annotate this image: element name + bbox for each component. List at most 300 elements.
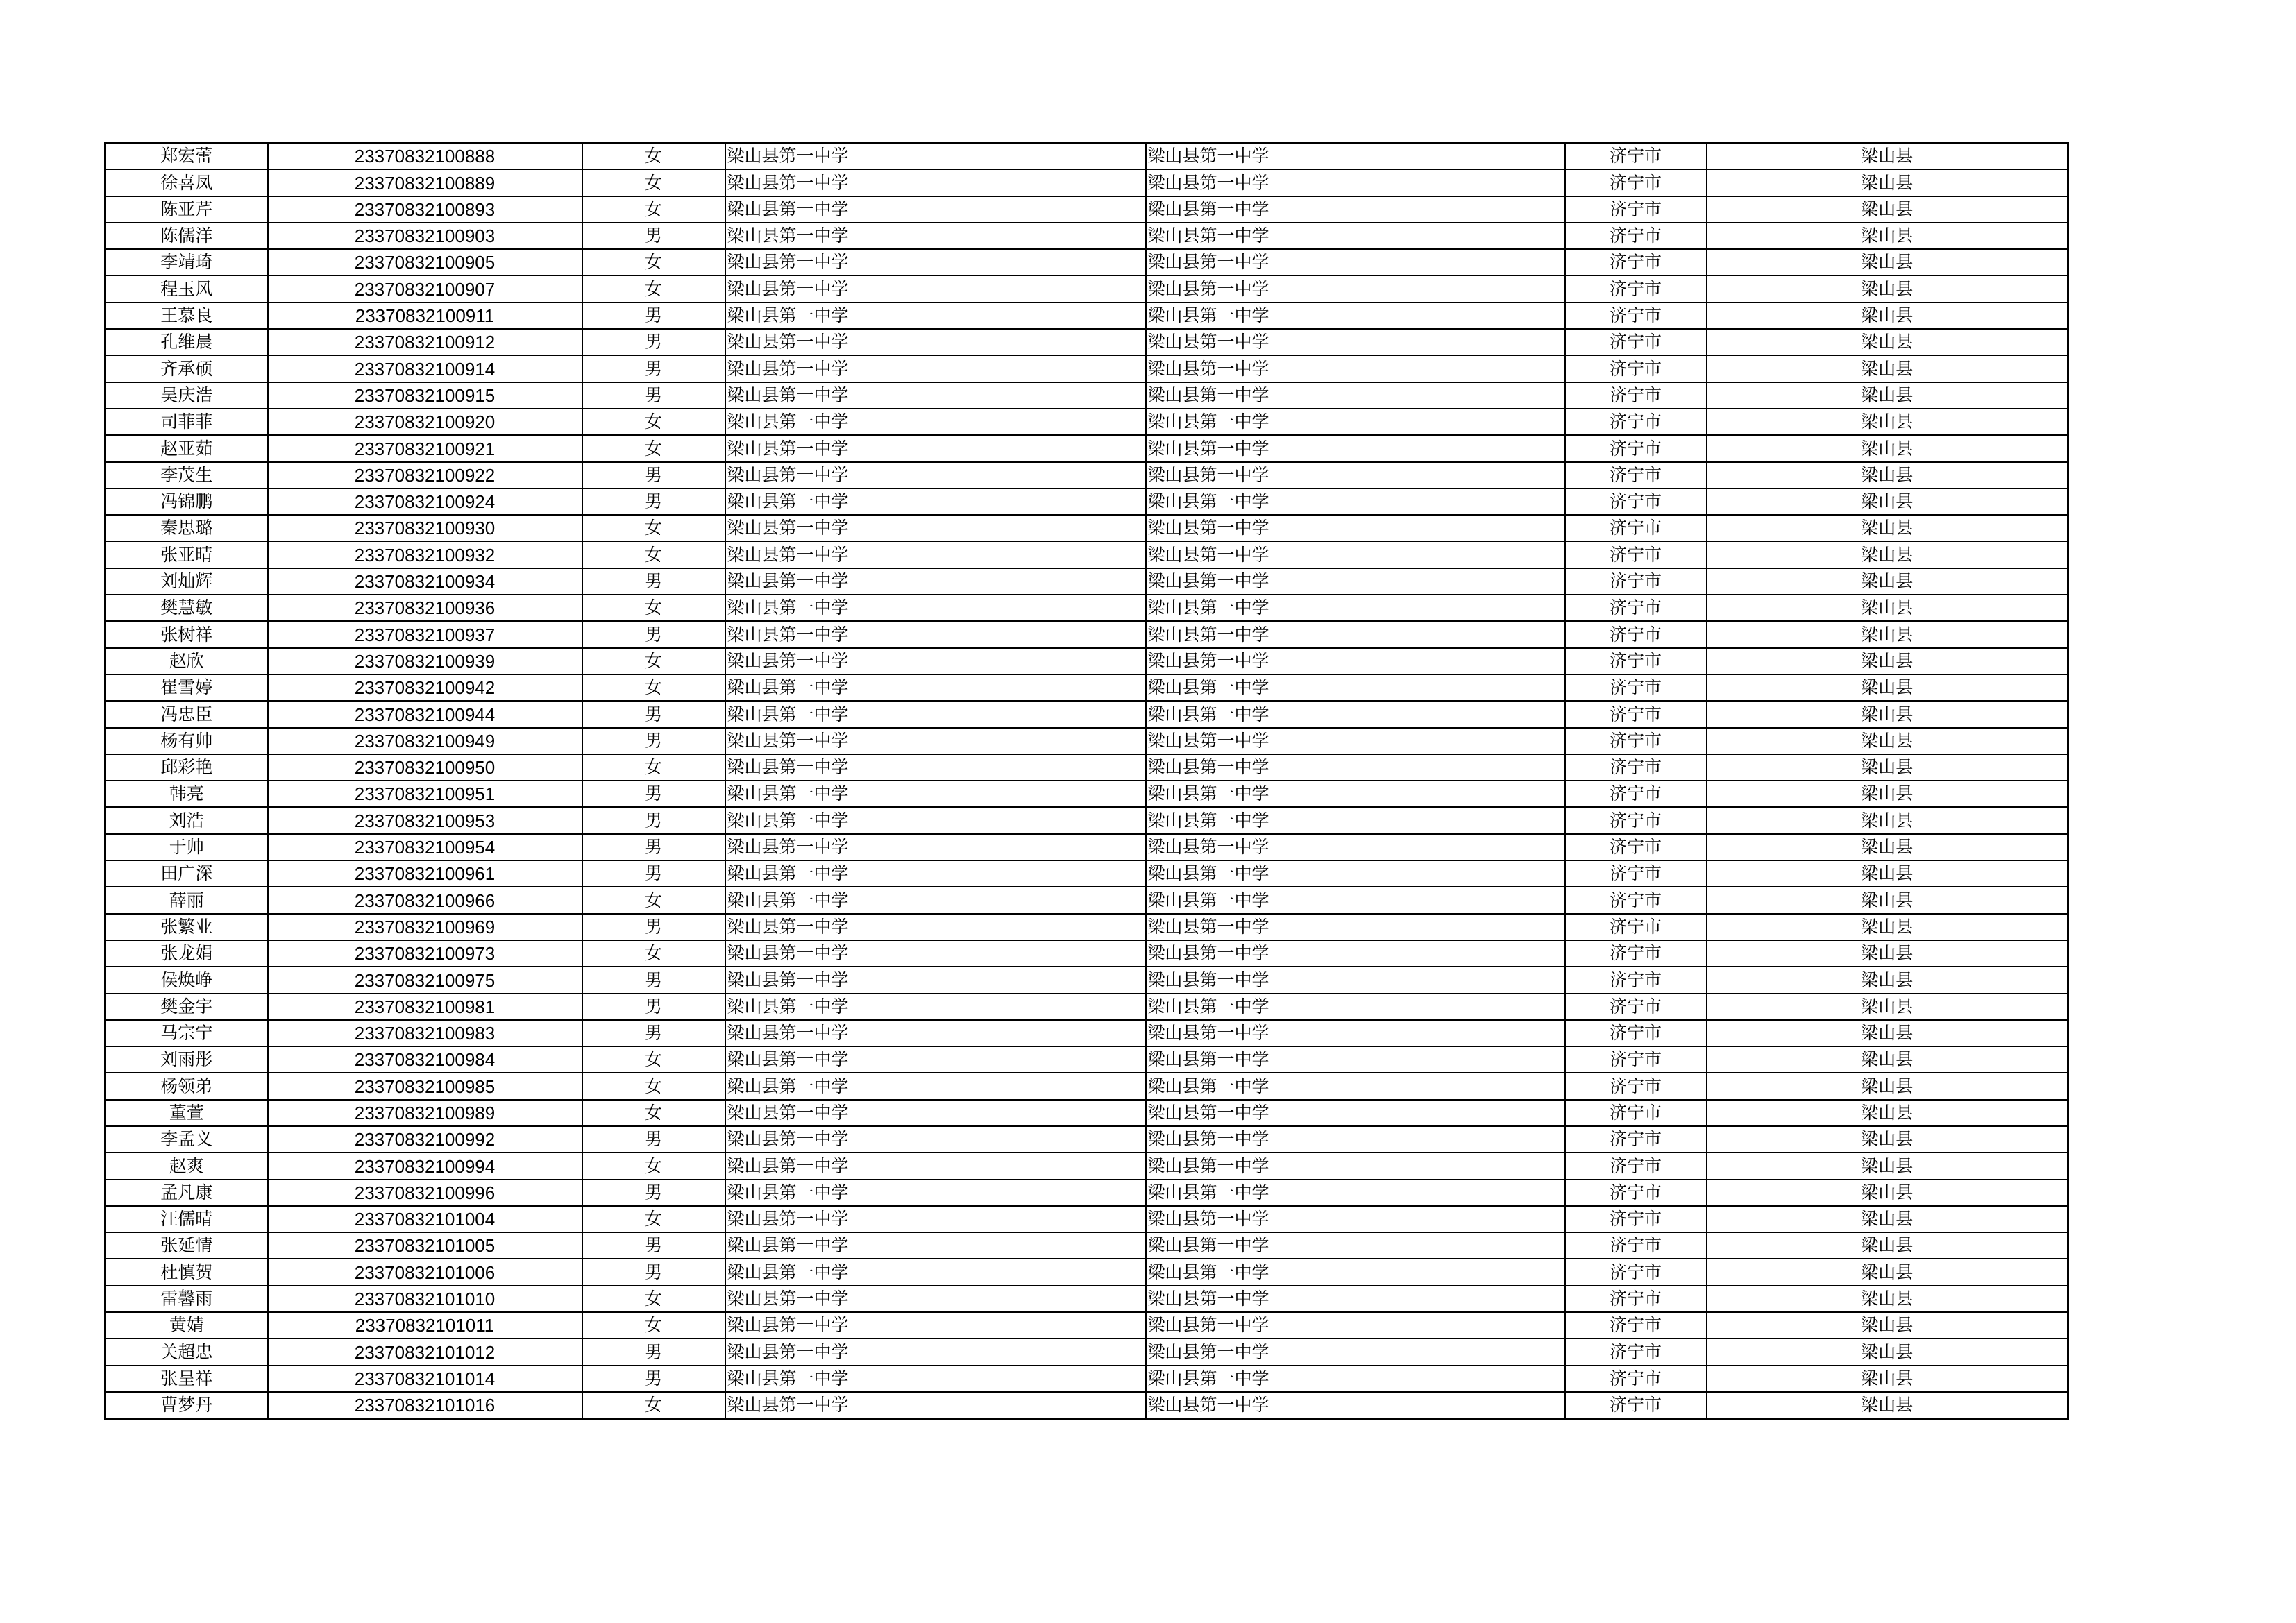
gender-cell: 女 <box>582 143 725 170</box>
county-cell: 梁山县 <box>1707 249 2068 275</box>
gender-cell: 男 <box>582 967 725 993</box>
table-row <box>105 887 2068 913</box>
exam-site-cell: 梁山县第一中学 <box>1146 1286 1565 1312</box>
city-cell: 济宁市 <box>1565 1100 1707 1126</box>
student-name-cell: 刘灿辉 <box>105 568 268 595</box>
gender-cell: 男 <box>582 568 725 595</box>
exam-id-cell: 23370832100922 <box>268 462 582 488</box>
school-cell: 梁山县第一中学 <box>725 940 1146 967</box>
gender-cell: 男 <box>582 223 725 249</box>
school-cell: 梁山县第一中学 <box>725 303 1146 329</box>
school-cell: 梁山县第一中学 <box>725 887 1146 913</box>
student-name-cell: 黄婧 <box>105 1312 268 1339</box>
city-cell: 济宁市 <box>1565 648 1707 674</box>
city-cell: 济宁市 <box>1565 568 1707 595</box>
school-cell: 梁山县第一中学 <box>725 1339 1146 1365</box>
county-cell: 梁山县 <box>1707 488 2068 515</box>
school-cell: 梁山县第一中学 <box>725 621 1146 647</box>
exam-id-cell: 23370832100912 <box>268 329 582 355</box>
gender-cell: 女 <box>582 674 725 701</box>
exam-id-cell: 23370832100961 <box>268 860 582 887</box>
gender-cell: 男 <box>582 1339 725 1365</box>
exam-id-cell: 23370832100889 <box>268 169 582 196</box>
city-cell: 济宁市 <box>1565 169 1707 196</box>
table-row <box>105 674 2068 701</box>
school-cell: 梁山县第一中学 <box>725 1286 1146 1312</box>
exam-id-cell: 23370832101010 <box>268 1286 582 1312</box>
city-cell: 济宁市 <box>1565 223 1707 249</box>
table-row <box>105 860 2068 887</box>
city-cell: 济宁市 <box>1565 1232 1707 1259</box>
exam-site-cell: 梁山县第一中学 <box>1146 462 1565 488</box>
gender-cell: 女 <box>582 1073 725 1099</box>
table-row <box>105 382 2068 409</box>
city-cell: 济宁市 <box>1565 355 1707 382</box>
gender-cell: 女 <box>582 409 725 435</box>
city-cell: 济宁市 <box>1565 674 1707 701</box>
city-cell: 济宁市 <box>1565 382 1707 409</box>
exam-site-cell: 梁山县第一中学 <box>1146 488 1565 515</box>
exam-site-cell: 梁山县第一中学 <box>1146 355 1565 382</box>
student-name-cell: 汪儒晴 <box>105 1206 268 1232</box>
county-cell: 梁山县 <box>1707 515 2068 541</box>
county-cell: 梁山县 <box>1707 914 2068 940</box>
gender-cell: 女 <box>582 595 725 621</box>
table-row <box>105 1046 2068 1073</box>
table-row <box>105 223 2068 249</box>
exam-id-cell: 23370832100984 <box>268 1046 582 1073</box>
student-name-cell: 崔雪婷 <box>105 674 268 701</box>
gender-cell: 男 <box>582 781 725 807</box>
exam-id-cell: 23370832100944 <box>268 701 582 727</box>
table-row <box>105 462 2068 488</box>
exam-id-cell: 23370832100924 <box>268 488 582 515</box>
exam-id-cell: 23370832100921 <box>268 435 582 461</box>
exam-site-cell: 梁山县第一中学 <box>1146 595 1565 621</box>
school-cell: 梁山县第一中学 <box>725 488 1146 515</box>
table-row <box>105 435 2068 461</box>
exam-site-cell: 梁山县第一中学 <box>1146 515 1565 541</box>
county-cell: 梁山县 <box>1707 462 2068 488</box>
city-cell: 济宁市 <box>1565 275 1707 302</box>
city-cell: 济宁市 <box>1565 1312 1707 1339</box>
city-cell: 济宁市 <box>1565 249 1707 275</box>
gender-cell: 女 <box>582 515 725 541</box>
city-cell: 济宁市 <box>1565 781 1707 807</box>
exam-id-cell: 23370832101012 <box>268 1339 582 1365</box>
city-cell: 济宁市 <box>1565 1339 1707 1365</box>
table-row <box>105 143 2068 170</box>
exam-site-cell: 梁山县第一中学 <box>1146 807 1565 833</box>
exam-site-cell: 梁山县第一中学 <box>1146 860 1565 887</box>
school-cell: 梁山县第一中学 <box>725 143 1146 170</box>
gender-cell: 男 <box>582 303 725 329</box>
county-cell: 梁山县 <box>1707 860 2068 887</box>
city-cell: 济宁市 <box>1565 1046 1707 1073</box>
table-row <box>105 1232 2068 1259</box>
county-cell: 梁山县 <box>1707 1232 2068 1259</box>
school-cell: 梁山县第一中学 <box>725 967 1146 993</box>
school-cell: 梁山县第一中学 <box>725 169 1146 196</box>
school-cell: 梁山县第一中学 <box>725 409 1146 435</box>
gender-cell: 男 <box>582 701 725 727</box>
table-row <box>105 1153 2068 1179</box>
county-cell: 梁山县 <box>1707 701 2068 727</box>
county-cell: 梁山县 <box>1707 595 2068 621</box>
school-cell: 梁山县第一中学 <box>725 1153 1146 1179</box>
city-cell: 济宁市 <box>1565 595 1707 621</box>
county-cell: 梁山县 <box>1707 1100 2068 1126</box>
gender-cell: 女 <box>582 1100 725 1126</box>
table-row <box>105 595 2068 621</box>
student-name-cell: 刘浩 <box>105 807 268 833</box>
exam-site-cell: 梁山县第一中学 <box>1146 1366 1565 1392</box>
gender-cell: 女 <box>582 887 725 913</box>
table-row <box>105 488 2068 515</box>
exam-site-cell: 梁山县第一中学 <box>1146 382 1565 409</box>
exam-id-cell: 23370832100914 <box>268 355 582 382</box>
student-name-cell: 杨有帅 <box>105 728 268 754</box>
exam-site-cell: 梁山县第一中学 <box>1146 1312 1565 1339</box>
exam-id-cell: 23370832100950 <box>268 754 582 781</box>
student-name-cell: 韩亮 <box>105 781 268 807</box>
table-row <box>105 1126 2068 1153</box>
school-cell: 梁山县第一中学 <box>725 701 1146 727</box>
student-name-cell: 张呈祥 <box>105 1366 268 1392</box>
table-row <box>105 1339 2068 1365</box>
exam-id-cell: 23370832100954 <box>268 834 582 860</box>
county-cell: 梁山县 <box>1707 1286 2068 1312</box>
county-cell: 梁山县 <box>1707 355 2068 382</box>
exam-site-cell: 梁山县第一中学 <box>1146 249 1565 275</box>
table-row <box>105 303 2068 329</box>
exam-id-cell: 23370832100994 <box>268 1153 582 1179</box>
exam-site-cell: 梁山县第一中学 <box>1146 223 1565 249</box>
exam-site-cell: 梁山县第一中学 <box>1146 409 1565 435</box>
table-row <box>105 275 2068 302</box>
exam-id-cell: 23370832100934 <box>268 568 582 595</box>
county-cell: 梁山县 <box>1707 409 2068 435</box>
city-cell: 济宁市 <box>1565 409 1707 435</box>
exam-site-cell: 梁山县第一中学 <box>1146 648 1565 674</box>
table-row <box>105 1020 2068 1046</box>
student-name-cell: 孟凡康 <box>105 1180 268 1206</box>
table-row <box>105 701 2068 727</box>
school-cell: 梁山县第一中学 <box>725 541 1146 568</box>
gender-cell: 男 <box>582 834 725 860</box>
school-cell: 梁山县第一中学 <box>725 860 1146 887</box>
student-name-cell: 张繁业 <box>105 914 268 940</box>
gender-cell: 女 <box>582 1392 725 1419</box>
city-cell: 济宁市 <box>1565 967 1707 993</box>
table-row <box>105 940 2068 967</box>
county-cell: 梁山县 <box>1707 435 2068 461</box>
exam-site-cell: 梁山县第一中学 <box>1146 621 1565 647</box>
school-cell: 梁山县第一中学 <box>725 1180 1146 1206</box>
exam-id-cell: 23370832101016 <box>268 1392 582 1419</box>
county-cell: 梁山县 <box>1707 807 2068 833</box>
table-row <box>105 409 2068 435</box>
student-name-cell: 张树祥 <box>105 621 268 647</box>
gender-cell: 女 <box>582 435 725 461</box>
student-name-cell: 齐承硕 <box>105 355 268 382</box>
school-cell: 梁山县第一中学 <box>725 781 1146 807</box>
school-cell: 梁山县第一中学 <box>725 223 1146 249</box>
city-cell: 济宁市 <box>1565 303 1707 329</box>
table-row <box>105 249 2068 275</box>
student-name-cell: 于帅 <box>105 834 268 860</box>
table-row <box>105 1100 2068 1126</box>
county-cell: 梁山县 <box>1707 1339 2068 1365</box>
school-cell: 梁山县第一中学 <box>725 249 1146 275</box>
gender-cell: 男 <box>582 1232 725 1259</box>
gender-cell: 男 <box>582 728 725 754</box>
gender-cell: 女 <box>582 169 725 196</box>
county-cell: 梁山县 <box>1707 1020 2068 1046</box>
exam-site-cell: 梁山县第一中学 <box>1146 728 1565 754</box>
table-row <box>105 834 2068 860</box>
school-cell: 梁山县第一中学 <box>725 1020 1146 1046</box>
county-cell: 梁山县 <box>1707 994 2068 1020</box>
gender-cell: 女 <box>582 1312 725 1339</box>
student-name-cell: 雷馨雨 <box>105 1286 268 1312</box>
table-row <box>105 1286 2068 1312</box>
county-cell: 梁山县 <box>1707 329 2068 355</box>
gender-cell: 男 <box>582 1126 725 1153</box>
table-row <box>105 1206 2068 1232</box>
school-cell: 梁山县第一中学 <box>725 994 1146 1020</box>
table-row <box>105 568 2068 595</box>
gender-cell: 女 <box>582 940 725 967</box>
exam-id-cell: 23370832100911 <box>268 303 582 329</box>
school-cell: 梁山县第一中学 <box>725 1206 1146 1232</box>
exam-id-cell: 23370832101006 <box>268 1259 582 1285</box>
city-cell: 济宁市 <box>1565 1259 1707 1285</box>
exam-id-cell: 23370832100939 <box>268 648 582 674</box>
exam-site-cell: 梁山县第一中学 <box>1146 1073 1565 1099</box>
gender-cell: 男 <box>582 621 725 647</box>
exam-site-cell: 梁山县第一中学 <box>1146 1153 1565 1179</box>
student-name-cell: 程玉风 <box>105 275 268 302</box>
exam-id-cell: 23370832100992 <box>268 1126 582 1153</box>
gender-cell: 女 <box>582 1206 725 1232</box>
gender-cell: 男 <box>582 914 725 940</box>
county-cell: 梁山县 <box>1707 1392 2068 1419</box>
table-row <box>105 1259 2068 1285</box>
school-cell: 梁山县第一中学 <box>725 1100 1146 1126</box>
exam-id-cell: 23370832100903 <box>268 223 582 249</box>
table-row <box>105 169 2068 196</box>
exam-id-cell: 23370832100942 <box>268 674 582 701</box>
exam-site-cell: 梁山县第一中学 <box>1146 1126 1565 1153</box>
school-cell: 梁山县第一中学 <box>725 382 1146 409</box>
school-cell: 梁山县第一中学 <box>725 595 1146 621</box>
exam-id-cell: 23370832100973 <box>268 940 582 967</box>
county-cell: 梁山县 <box>1707 1073 2068 1099</box>
city-cell: 济宁市 <box>1565 860 1707 887</box>
exam-id-cell: 23370832100936 <box>268 595 582 621</box>
gender-cell: 男 <box>582 807 725 833</box>
city-cell: 济宁市 <box>1565 541 1707 568</box>
county-cell: 梁山县 <box>1707 169 2068 196</box>
exam-site-cell: 梁山县第一中学 <box>1146 701 1565 727</box>
exam-id-cell: 23370832100951 <box>268 781 582 807</box>
exam-site-cell: 梁山县第一中学 <box>1146 994 1565 1020</box>
student-name-cell: 杨领弟 <box>105 1073 268 1099</box>
student-name-cell: 赵爽 <box>105 1153 268 1179</box>
student-name-cell: 曹梦丹 <box>105 1392 268 1419</box>
table-row <box>105 728 2068 754</box>
gender-cell: 男 <box>582 462 725 488</box>
student-name-cell: 王慕良 <box>105 303 268 329</box>
school-cell: 梁山县第一中学 <box>725 275 1146 302</box>
table-row <box>105 648 2068 674</box>
school-cell: 梁山县第一中学 <box>725 435 1146 461</box>
county-cell: 梁山县 <box>1707 781 2068 807</box>
student-name-cell: 侯焕峥 <box>105 967 268 993</box>
student-name-cell: 樊金宇 <box>105 994 268 1020</box>
student-name-cell: 邱彩艳 <box>105 754 268 781</box>
exam-id-cell: 23370832100981 <box>268 994 582 1020</box>
student-name-cell: 关超忠 <box>105 1339 268 1365</box>
county-cell: 梁山县 <box>1707 1153 2068 1179</box>
school-cell: 梁山县第一中学 <box>725 728 1146 754</box>
table-row <box>105 967 2068 993</box>
county-cell: 梁山县 <box>1707 1046 2068 1073</box>
city-cell: 济宁市 <box>1565 1392 1707 1419</box>
exam-id-cell: 23370832100905 <box>268 249 582 275</box>
city-cell: 济宁市 <box>1565 701 1707 727</box>
city-cell: 济宁市 <box>1565 1286 1707 1312</box>
gender-cell: 男 <box>582 488 725 515</box>
city-cell: 济宁市 <box>1565 1126 1707 1153</box>
city-cell: 济宁市 <box>1565 914 1707 940</box>
exam-id-cell: 23370832100915 <box>268 382 582 409</box>
exam-id-cell: 23370832101014 <box>268 1366 582 1392</box>
gender-cell: 男 <box>582 1020 725 1046</box>
gender-cell: 女 <box>582 648 725 674</box>
student-name-cell: 陈儒洋 <box>105 223 268 249</box>
county-cell: 梁山县 <box>1707 1126 2068 1153</box>
exam-id-cell: 23370832100907 <box>268 275 582 302</box>
exam-site-cell: 梁山县第一中学 <box>1146 781 1565 807</box>
student-name-cell: 杜慎贺 <box>105 1259 268 1285</box>
city-cell: 济宁市 <box>1565 994 1707 1020</box>
table-row <box>105 1180 2068 1206</box>
exam-site-cell: 梁山县第一中学 <box>1146 275 1565 302</box>
roster-body <box>105 143 2068 1419</box>
student-name-cell: 马宗宁 <box>105 1020 268 1046</box>
gender-cell: 女 <box>582 249 725 275</box>
exam-site-cell: 梁山县第一中学 <box>1146 329 1565 355</box>
school-cell: 梁山县第一中学 <box>725 914 1146 940</box>
gender-cell: 男 <box>582 382 725 409</box>
county-cell: 梁山县 <box>1707 887 2068 913</box>
gender-cell: 女 <box>582 1153 725 1179</box>
county-cell: 梁山县 <box>1707 967 2068 993</box>
city-cell: 济宁市 <box>1565 1366 1707 1392</box>
school-cell: 梁山县第一中学 <box>725 674 1146 701</box>
student-name-cell: 秦思璐 <box>105 515 268 541</box>
student-name-cell: 樊慧敏 <box>105 595 268 621</box>
exam-site-cell: 梁山县第一中学 <box>1146 1392 1565 1419</box>
school-cell: 梁山县第一中学 <box>725 1259 1146 1285</box>
exam-site-cell: 梁山县第一中学 <box>1146 143 1565 170</box>
gender-cell: 男 <box>582 355 725 382</box>
county-cell: 梁山县 <box>1707 196 2068 223</box>
exam-site-cell: 梁山县第一中学 <box>1146 834 1565 860</box>
school-cell: 梁山县第一中学 <box>725 1073 1146 1099</box>
exam-site-cell: 梁山县第一中学 <box>1146 1020 1565 1046</box>
gender-cell: 女 <box>582 1046 725 1073</box>
exam-id-cell: 23370832100932 <box>268 541 582 568</box>
gender-cell: 男 <box>582 1180 725 1206</box>
table-row <box>105 621 2068 647</box>
exam-site-cell: 梁山县第一中学 <box>1146 1232 1565 1259</box>
city-cell: 济宁市 <box>1565 329 1707 355</box>
student-name-cell: 张延情 <box>105 1232 268 1259</box>
county-cell: 梁山县 <box>1707 728 2068 754</box>
table-row <box>105 1312 2068 1339</box>
exam-site-cell: 梁山县第一中学 <box>1146 914 1565 940</box>
county-cell: 梁山县 <box>1707 674 2068 701</box>
gender-cell: 女 <box>582 275 725 302</box>
gender-cell: 女 <box>582 541 725 568</box>
exam-id-cell: 23370832101005 <box>268 1232 582 1259</box>
county-cell: 梁山县 <box>1707 754 2068 781</box>
school-cell: 梁山县第一中学 <box>725 1392 1146 1419</box>
county-cell: 梁山县 <box>1707 275 2068 302</box>
exam-site-cell: 梁山县第一中学 <box>1146 967 1565 993</box>
table-row <box>105 196 2068 223</box>
school-cell: 梁山县第一中学 <box>725 1126 1146 1153</box>
exam-site-cell: 梁山县第一中学 <box>1146 674 1565 701</box>
table-row <box>105 807 2068 833</box>
city-cell: 济宁市 <box>1565 940 1707 967</box>
city-cell: 济宁市 <box>1565 621 1707 647</box>
student-name-cell: 徐喜凤 <box>105 169 268 196</box>
school-cell: 梁山县第一中学 <box>725 648 1146 674</box>
exam-site-cell: 梁山县第一中学 <box>1146 541 1565 568</box>
exam-id-cell: 23370832100937 <box>268 621 582 647</box>
exam-site-cell: 梁山县第一中学 <box>1146 1259 1565 1285</box>
student-name-cell: 田广深 <box>105 860 268 887</box>
student-name-cell: 冯忠臣 <box>105 701 268 727</box>
exam-site-cell: 梁山县第一中学 <box>1146 196 1565 223</box>
student-name-cell: 董萱 <box>105 1100 268 1126</box>
county-cell: 梁山县 <box>1707 541 2068 568</box>
table-row <box>105 1073 2068 1099</box>
student-name-cell: 陈亚芹 <box>105 196 268 223</box>
county-cell: 梁山县 <box>1707 382 2068 409</box>
table-row <box>105 355 2068 382</box>
exam-id-cell: 23370832100983 <box>268 1020 582 1046</box>
table-row <box>105 914 2068 940</box>
student-name-cell: 赵亚茹 <box>105 435 268 461</box>
city-cell: 济宁市 <box>1565 754 1707 781</box>
student-name-cell: 刘雨彤 <box>105 1046 268 1073</box>
gender-cell: 男 <box>582 994 725 1020</box>
city-cell: 济宁市 <box>1565 834 1707 860</box>
school-cell: 梁山县第一中学 <box>725 355 1146 382</box>
school-cell: 梁山县第一中学 <box>725 196 1146 223</box>
gender-cell: 男 <box>582 860 725 887</box>
school-cell: 梁山县第一中学 <box>725 807 1146 833</box>
student-name-cell: 张亚晴 <box>105 541 268 568</box>
student-name-cell: 李孟义 <box>105 1126 268 1153</box>
county-cell: 梁山县 <box>1707 1206 2068 1232</box>
school-cell: 梁山县第一中学 <box>725 1366 1146 1392</box>
